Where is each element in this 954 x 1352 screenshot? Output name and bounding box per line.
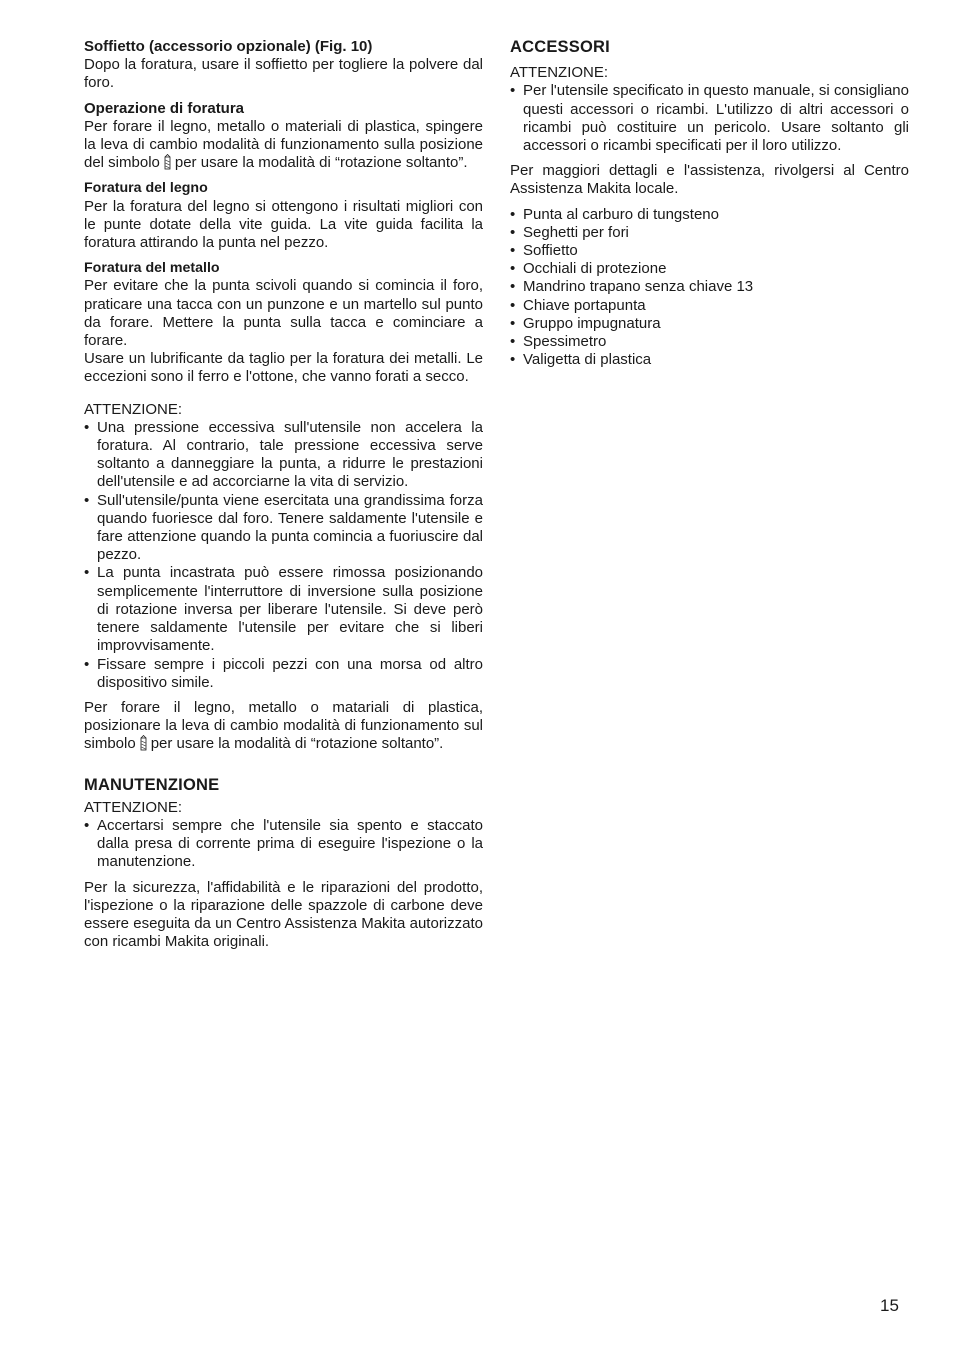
metallo-paragraph-1: Per evitare che la punta scivoli quando si comincia il foro, praticare una tacca con un punzone e un martello sul punto da forare. Mettere la punta sulla tacca e cominciare a forare. bbox=[84, 277, 483, 350]
soffietto-heading: Soffietto (accessorio opzionale) (Fig. 10) bbox=[84, 38, 373, 55]
list-item: • Sull'utensile/punta viene esercitata una grandissima forza quando fuoriesce dal foro. Tenere saldamente l'utensile e fare attenzione quando la punta comincia a fuoriuscire dal pezzo. bbox=[84, 492, 483, 565]
list-item: • Seghetti per fori bbox=[510, 224, 909, 242]
attenzione-label: ATTENZIONE: bbox=[84, 400, 183, 418]
list-item: • Per l'utensile specificato in questo manuale, si consigliano questi accessori o ricambi. L'utilizzo di altri accessori o ricambi può costituire un pericolo. Usare soltanto gli accessori o ricambi specificati per il loro utilizzo. bbox=[510, 82, 909, 155]
operazione-heading: Operazione di foratura bbox=[84, 99, 245, 117]
list-item: • Spessimetro bbox=[510, 333, 909, 351]
list-item: • Punta al carburo di tungsteno bbox=[510, 206, 909, 224]
list-item: • Chiave portapunta bbox=[510, 297, 909, 315]
list-item: • Mandrino trapano senza chiave 13 bbox=[510, 278, 909, 296]
operazione-text-b: per usare la modalità di “rotazione soltanto”. bbox=[174, 154, 468, 172]
drill-symbol-icon bbox=[140, 735, 147, 751]
legno-heading: Foratura del legno bbox=[84, 180, 208, 197]
right-column bbox=[510, 38, 909, 369]
list-item: • Accertarsi sempre che l'utensile sia spento e staccato dalla presa di corrente prima di eseguire l'ispezione o la manutenzione. bbox=[84, 817, 483, 872]
forare-text-b: per usare la modalità di “rotazione soltanto”. bbox=[150, 735, 444, 753]
list-item: • Fissare sempre i piccoli pezzi con una morsa od altro dispositivo simile. bbox=[84, 656, 483, 692]
drill-symbol-icon bbox=[164, 154, 171, 170]
list-item: • Gruppo impugnatura bbox=[510, 315, 909, 333]
manutenzione-attenzione-label: ATTENZIONE: bbox=[84, 798, 183, 816]
list-item: • Soffietto bbox=[510, 242, 909, 260]
metallo-heading: Foratura del metallo bbox=[84, 260, 220, 277]
accessori-heading: ACCESSORI bbox=[510, 38, 610, 56]
forare-text-a: Per forare il legno, metallo o matariali di plastica, posizionare la leva di cambio modalità di funzionamento sul simbolo bbox=[84, 698, 483, 753]
accessori-list bbox=[510, 206, 909, 370]
manutenzione-heading: MANUTENZIONE bbox=[84, 775, 220, 794]
forare-paragraph bbox=[84, 699, 483, 754]
left-column bbox=[84, 38, 483, 951]
list-item: • Una pressione eccessiva sull'utensile non accelera la foratura. Al contrario, tale pressione eccessiva serve soltanto a danneggiare la punta, a ridurre le prestazioni dell'utensile e ad accorciarne la vita di servizio. bbox=[84, 419, 483, 492]
page-number: 15 bbox=[880, 1296, 899, 1315]
accessori-attenzione-list bbox=[510, 82, 909, 155]
accessori-attenzione-label: ATTENZIONE: bbox=[510, 64, 609, 82]
list-item: • La punta incastrata può essere rimossa posizionando semplicemente l'interruttore di inversione sulla posizione di rotazione inversa per liberare l'utensile. Si deve però tenere saldamente l'utensile per evitare che si liberi improvvisamente. bbox=[84, 564, 483, 655]
assistenza-paragraph: Per maggiori dettagli e l'assistenza, rivolgersi al Centro Assistenza Makita locale. bbox=[510, 162, 909, 198]
metallo-paragraph-2: Usare un lubrificante da taglio per la foratura dei metalli. Le eccezioni sono il ferro e l'ottone, che vanno forati a secco. bbox=[84, 350, 483, 386]
operazione-text-a: Per forare il legno, metallo o materiali di plastica, spingere la leva di cambio modalità di funzionamento sulla posizione del simbolo bbox=[84, 117, 483, 172]
list-item: • Valigetta di plastica bbox=[510, 351, 909, 369]
list-item: • Occhiali di protezione bbox=[510, 260, 909, 278]
soffietto-paragraph: Dopo la foratura, usare il soffietto per togliere la polvere dal foro. bbox=[84, 56, 483, 92]
operazione-paragraph bbox=[84, 118, 483, 173]
manutenzione-paragraph: Per la sicurezza, l'affidabilità e le riparazioni del prodotto, l'ispezione o la riparazione delle spazzole di carbone deve essere eseguita da un Centro Assistenza Makita autorizzato con ricambi Makita originali. bbox=[84, 878, 483, 951]
manutenzione-list bbox=[84, 817, 483, 872]
legno-paragraph: Per la foratura del legno si ottengono i risultati migliori con le punte dotate della vite guida. La vite guida facilita la foratura attirando la punta nel pezzo. bbox=[84, 197, 483, 252]
attenzione-list bbox=[84, 419, 483, 692]
